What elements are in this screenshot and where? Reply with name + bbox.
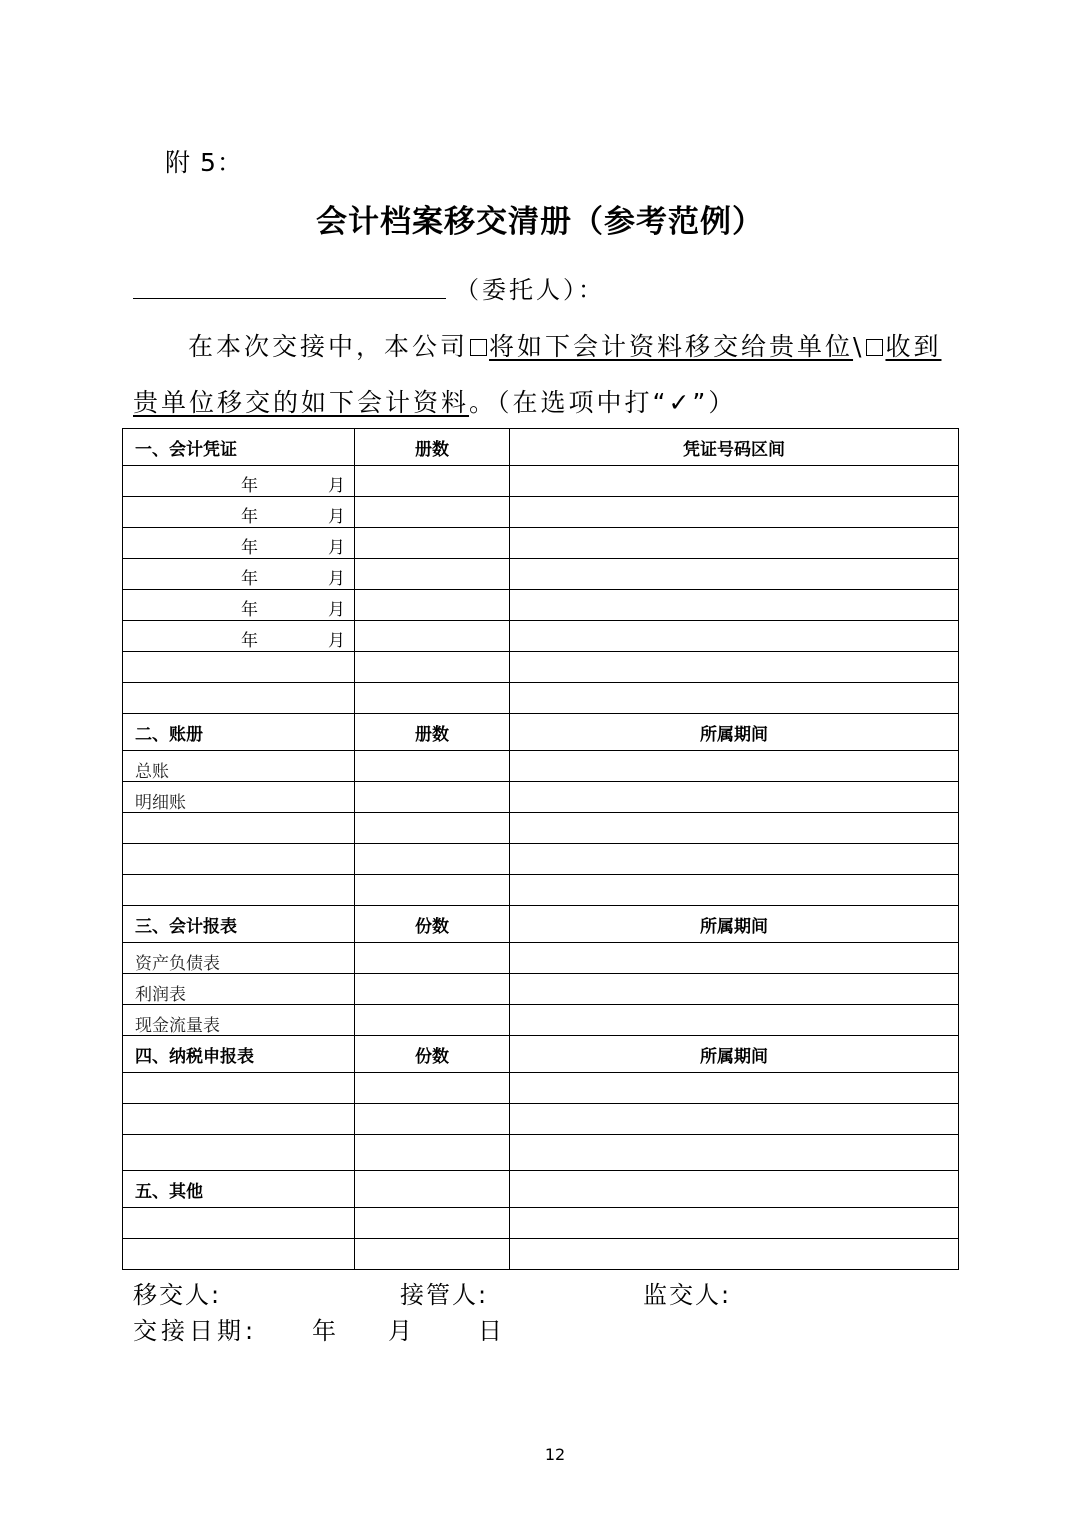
table-cell[interactable] bbox=[123, 683, 355, 714]
table-cell[interactable] bbox=[510, 528, 959, 559]
checkbox-transfer[interactable] bbox=[470, 339, 487, 356]
table-cell[interactable] bbox=[123, 1073, 355, 1104]
option-receive-text: 收到 bbox=[885, 332, 942, 361]
date-month-label: 月 bbox=[388, 1317, 412, 1345]
year-label: 年 bbox=[241, 476, 258, 496]
table-cell[interactable] bbox=[123, 813, 355, 844]
table-cell[interactable] bbox=[510, 652, 959, 683]
table-cell[interactable] bbox=[510, 751, 959, 782]
table-row bbox=[123, 1073, 959, 1104]
table-cell[interactable] bbox=[355, 1208, 510, 1239]
year-month-cell[interactable] bbox=[123, 466, 355, 497]
checkmark-instruction: 。（在选项中打“✓”） bbox=[469, 388, 737, 417]
year-label: 年 bbox=[241, 631, 258, 651]
table-cell[interactable] bbox=[510, 466, 959, 497]
table-row bbox=[123, 1135, 959, 1171]
year-label: 年 bbox=[241, 538, 258, 558]
table-header-row bbox=[123, 906, 959, 943]
table-cell[interactable] bbox=[355, 683, 510, 714]
section-heading-vouchers: 一、会计凭证 bbox=[123, 429, 355, 466]
table-row bbox=[123, 875, 959, 906]
table-cell[interactable] bbox=[510, 943, 959, 974]
option-separator: \ bbox=[853, 332, 865, 361]
table-cell[interactable] bbox=[123, 844, 355, 875]
month-label: 月 bbox=[328, 507, 345, 527]
table-cell[interactable] bbox=[123, 1104, 355, 1135]
table-cell[interactable] bbox=[355, 782, 510, 813]
year-label: 年 bbox=[241, 569, 258, 589]
section-heading-other: 五、其他 bbox=[123, 1171, 355, 1208]
table-row bbox=[123, 1239, 959, 1270]
table-row bbox=[123, 974, 959, 1005]
table-row bbox=[123, 497, 959, 528]
table-cell[interactable] bbox=[355, 751, 510, 782]
table-cell[interactable] bbox=[355, 1005, 510, 1036]
table-cell[interactable] bbox=[355, 1104, 510, 1135]
table-row bbox=[123, 590, 959, 621]
section-heading-reports: 三、会计报表 bbox=[123, 906, 355, 943]
table-cell[interactable] bbox=[510, 875, 959, 906]
table-cell[interactable] bbox=[355, 1171, 510, 1208]
month-label: 月 bbox=[328, 538, 345, 558]
year-label: 年 bbox=[241, 507, 258, 527]
table-cell[interactable] bbox=[510, 621, 959, 652]
table-row bbox=[123, 466, 959, 497]
table-row bbox=[123, 621, 959, 652]
table-cell[interactable] bbox=[355, 621, 510, 652]
table-cell[interactable] bbox=[355, 844, 510, 875]
column-header-volumes: 册数 bbox=[355, 429, 510, 466]
table-row bbox=[123, 844, 959, 875]
table-cell[interactable] bbox=[355, 1073, 510, 1104]
table-cell[interactable] bbox=[510, 1073, 959, 1104]
table-cell[interactable] bbox=[123, 875, 355, 906]
table-cell[interactable] bbox=[123, 1208, 355, 1239]
year-month-cell[interactable] bbox=[123, 559, 355, 590]
handover-date-label: 交接日期: bbox=[133, 1317, 258, 1345]
month-label: 月 bbox=[328, 631, 345, 651]
table-cell[interactable] bbox=[510, 1005, 959, 1036]
year-month-cell[interactable] bbox=[123, 621, 355, 652]
table-row bbox=[123, 813, 959, 844]
table-cell[interactable] bbox=[355, 1239, 510, 1270]
statement-text: 在本次交接中，本公司 bbox=[188, 332, 469, 361]
receiver-label: 接管人: bbox=[400, 1281, 489, 1309]
table-cell[interactable] bbox=[510, 1135, 959, 1171]
column-header-voucher-range: 凭证号码区间 bbox=[510, 429, 959, 466]
table-cell[interactable] bbox=[510, 1208, 959, 1239]
table-cell[interactable] bbox=[510, 813, 959, 844]
page-number: 12 bbox=[544, 1445, 566, 1464]
checkbox-receive[interactable] bbox=[866, 339, 883, 356]
table-cell[interactable] bbox=[123, 652, 355, 683]
entrust-blank-line bbox=[133, 298, 446, 299]
month-label: 月 bbox=[328, 600, 345, 620]
table-row bbox=[123, 683, 959, 714]
column-header-copies: 份数 bbox=[355, 1036, 510, 1073]
statement-line-1 bbox=[188, 327, 941, 363]
report-item-cash-flow: 现金流量表 bbox=[123, 1005, 355, 1036]
table-cell[interactable] bbox=[355, 1135, 510, 1171]
table-cell[interactable] bbox=[510, 559, 959, 590]
table-header-row bbox=[123, 1036, 959, 1073]
year-month-cell[interactable] bbox=[123, 528, 355, 559]
table-cell[interactable] bbox=[355, 652, 510, 683]
month-label: 月 bbox=[328, 476, 345, 496]
transferor-label: 移交人: bbox=[133, 1281, 222, 1309]
table-cell[interactable] bbox=[510, 590, 959, 621]
table-cell[interactable] bbox=[355, 497, 510, 528]
column-header-volumes: 册数 bbox=[355, 714, 510, 751]
table-cell[interactable] bbox=[510, 497, 959, 528]
table-cell[interactable] bbox=[510, 782, 959, 813]
table-row bbox=[123, 1104, 959, 1135]
table-row bbox=[123, 1005, 959, 1036]
table-cell[interactable] bbox=[355, 466, 510, 497]
section-heading-ledgers: 二、账册 bbox=[123, 714, 355, 751]
table-cell[interactable] bbox=[123, 1135, 355, 1171]
handover-table bbox=[122, 428, 959, 1270]
month-label: 月 bbox=[328, 569, 345, 589]
table-header-row bbox=[123, 714, 959, 751]
column-header-period: 所属期间 bbox=[510, 1036, 959, 1073]
ledger-item-general: 总账 bbox=[123, 751, 355, 782]
table-cell[interactable] bbox=[510, 1104, 959, 1135]
table-row bbox=[123, 751, 959, 782]
column-header-period: 所属期间 bbox=[510, 906, 959, 943]
table-cell[interactable] bbox=[123, 1239, 355, 1270]
annex-label: 附 5： bbox=[165, 148, 243, 177]
table-cell[interactable] bbox=[355, 875, 510, 906]
year-month-cell[interactable] bbox=[123, 590, 355, 621]
table-header-row bbox=[123, 429, 959, 466]
date-day-label: 日 bbox=[478, 1317, 502, 1345]
table-cell[interactable] bbox=[510, 974, 959, 1005]
table-row bbox=[123, 1208, 959, 1239]
table-cell[interactable] bbox=[355, 559, 510, 590]
option-transfer-text: 将如下会计资料移交给贵单位 bbox=[489, 332, 854, 361]
table-row bbox=[123, 943, 959, 974]
section-heading-tax: 四、纳税申报表 bbox=[123, 1036, 355, 1073]
table-cell[interactable] bbox=[355, 590, 510, 621]
report-item-income-statement: 利润表 bbox=[123, 974, 355, 1005]
table-cell[interactable] bbox=[355, 813, 510, 844]
table-cell[interactable] bbox=[355, 528, 510, 559]
column-header-period: 所属期间 bbox=[510, 714, 959, 751]
table-cell[interactable] bbox=[510, 1239, 959, 1270]
table-cell[interactable] bbox=[355, 943, 510, 974]
statement-line-2 bbox=[133, 383, 736, 419]
column-header-copies: 份数 bbox=[355, 906, 510, 943]
year-month-cell[interactable] bbox=[123, 497, 355, 528]
entrust-label: （委托人）： bbox=[455, 276, 605, 304]
supervisor-label: 监交人: bbox=[643, 1281, 732, 1309]
year-label: 年 bbox=[241, 600, 258, 620]
table-header-row bbox=[123, 1171, 959, 1208]
table-row bbox=[123, 652, 959, 683]
document-title: 会计档案移交清册（参考范例） bbox=[316, 204, 764, 240]
table-cell[interactable] bbox=[510, 1171, 959, 1208]
table-row bbox=[123, 559, 959, 590]
table-cell[interactable] bbox=[355, 974, 510, 1005]
option-receive-text-cont: 贵单位移交的如下会计资料 bbox=[133, 388, 470, 417]
date-year-label: 年 bbox=[312, 1317, 336, 1345]
table-cell[interactable] bbox=[510, 683, 959, 714]
table-row bbox=[123, 782, 959, 813]
table-cell[interactable] bbox=[510, 844, 959, 875]
table-row bbox=[123, 528, 959, 559]
report-item-balance-sheet: 资产负债表 bbox=[123, 943, 355, 974]
ledger-item-detail: 明细账 bbox=[123, 782, 355, 813]
